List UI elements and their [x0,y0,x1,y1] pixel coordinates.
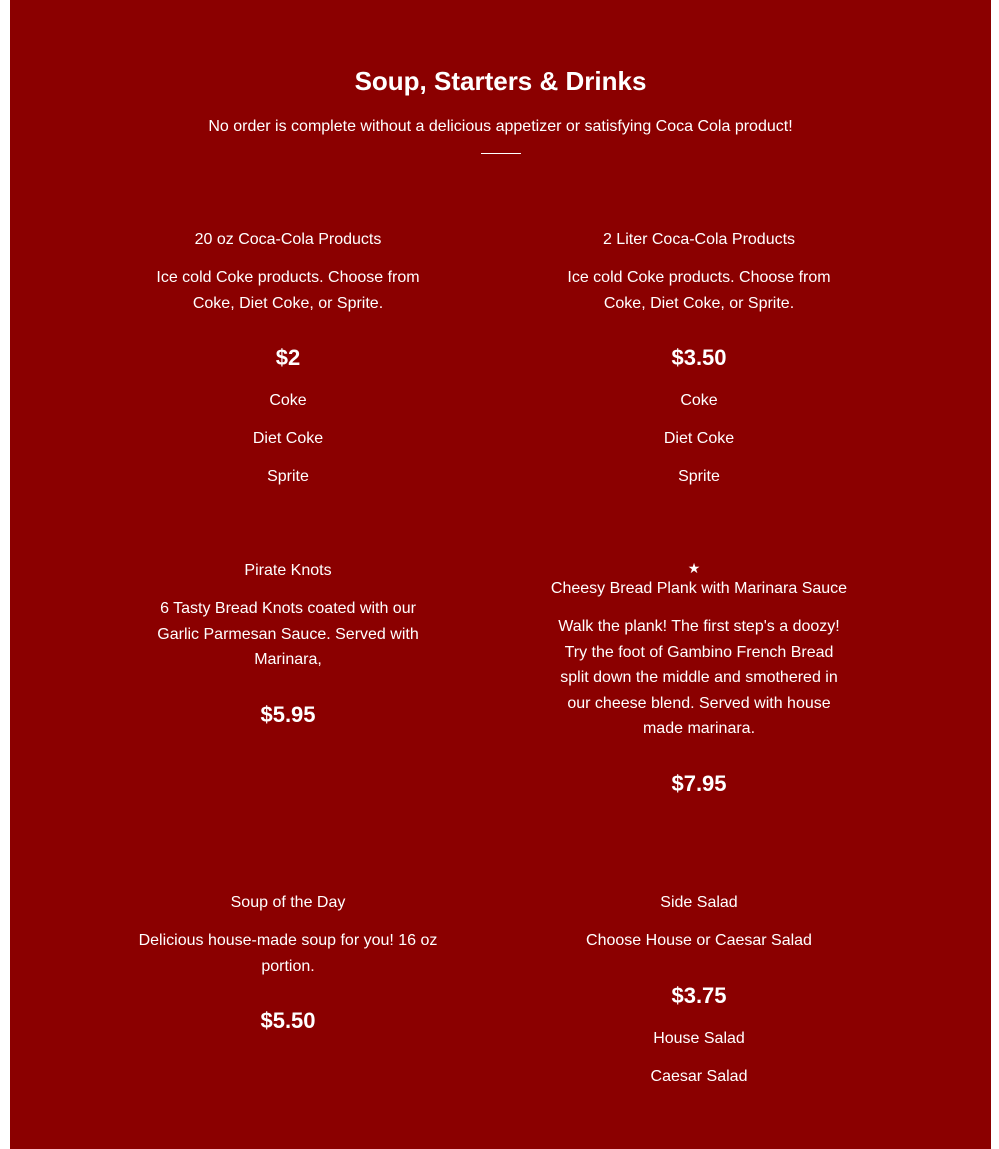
menu-item-cheesy-bread-plank[interactable] [549,559,849,798]
star-icon: ★ [687,560,701,576]
item-description: Delicious house-made soup for you! 16 oz portion. [138,932,438,975]
item-description: Walk the plank! The first step's a doozy! Try the foot of Gambino French Bread split down the middle and smothered in our cheese blend. Served with house made marinara. [558,618,840,738]
item-name: 20 oz Coca-Cola Products [194,231,382,248]
item-name: Cheesy Bread Plank with Marinara Sauce [550,580,848,597]
item-price: $5.50 [260,1008,316,1034]
item-price: $3.50 [671,345,727,371]
menu-item-side-salad[interactable] [549,891,849,1104]
menu-item-2liter-coke[interactable] [549,228,849,504]
item-name: Side Salad [660,894,738,911]
item-options [138,390,438,504]
item-name: Soup of the Day [230,894,346,911]
option-coke[interactable]: Coke [269,392,307,410]
section-title: Soup, Starters & Drinks [354,66,647,96]
title-divider [481,153,521,154]
option-sprite[interactable]: Sprite [267,468,309,486]
option-caesar-salad[interactable]: Caesar Salad [650,1067,748,1085]
item-description: Choose House or Caesar Salad [586,932,812,949]
option-coke[interactable]: Coke [680,392,718,410]
option-sprite[interactable]: Sprite [678,468,720,486]
item-name: 2 Liter Coca-Cola Products [602,231,796,248]
item-price: $3.75 [671,982,727,1008]
item-price: $7.95 [671,770,727,796]
item-description: Ice cold Coke products. Choose from Coke, Diet Coke, or Sprite. [156,269,420,312]
section-subtitle: No order is complete without a delicious appetizer or satisfying Coca Cola product! [208,118,793,135]
menu-item-pirate-knots[interactable] [138,559,438,729]
item-description: Ice cold Coke products. Choose from Coke, Diet Coke, or Sprite. [567,269,831,312]
option-diet-coke[interactable]: Diet Coke [252,430,324,448]
menu-item-soup-of-the-day[interactable] [138,891,438,1035]
menu-section [10,0,991,1149]
item-options [549,1028,849,1104]
menu-item-20oz-coke[interactable] [138,228,438,504]
option-diet-coke[interactable]: Diet Coke [663,430,735,448]
item-options [549,390,849,504]
item-price: $2 [275,345,301,371]
item-name: Pirate Knots [244,562,332,579]
option-house-salad[interactable]: House Salad [653,1029,745,1047]
item-price: $5.95 [260,701,316,727]
item-description: 6 Tasty Bread Knots coated with our Garlic Parmesan Sauce. Served with Marinara, [157,600,419,669]
